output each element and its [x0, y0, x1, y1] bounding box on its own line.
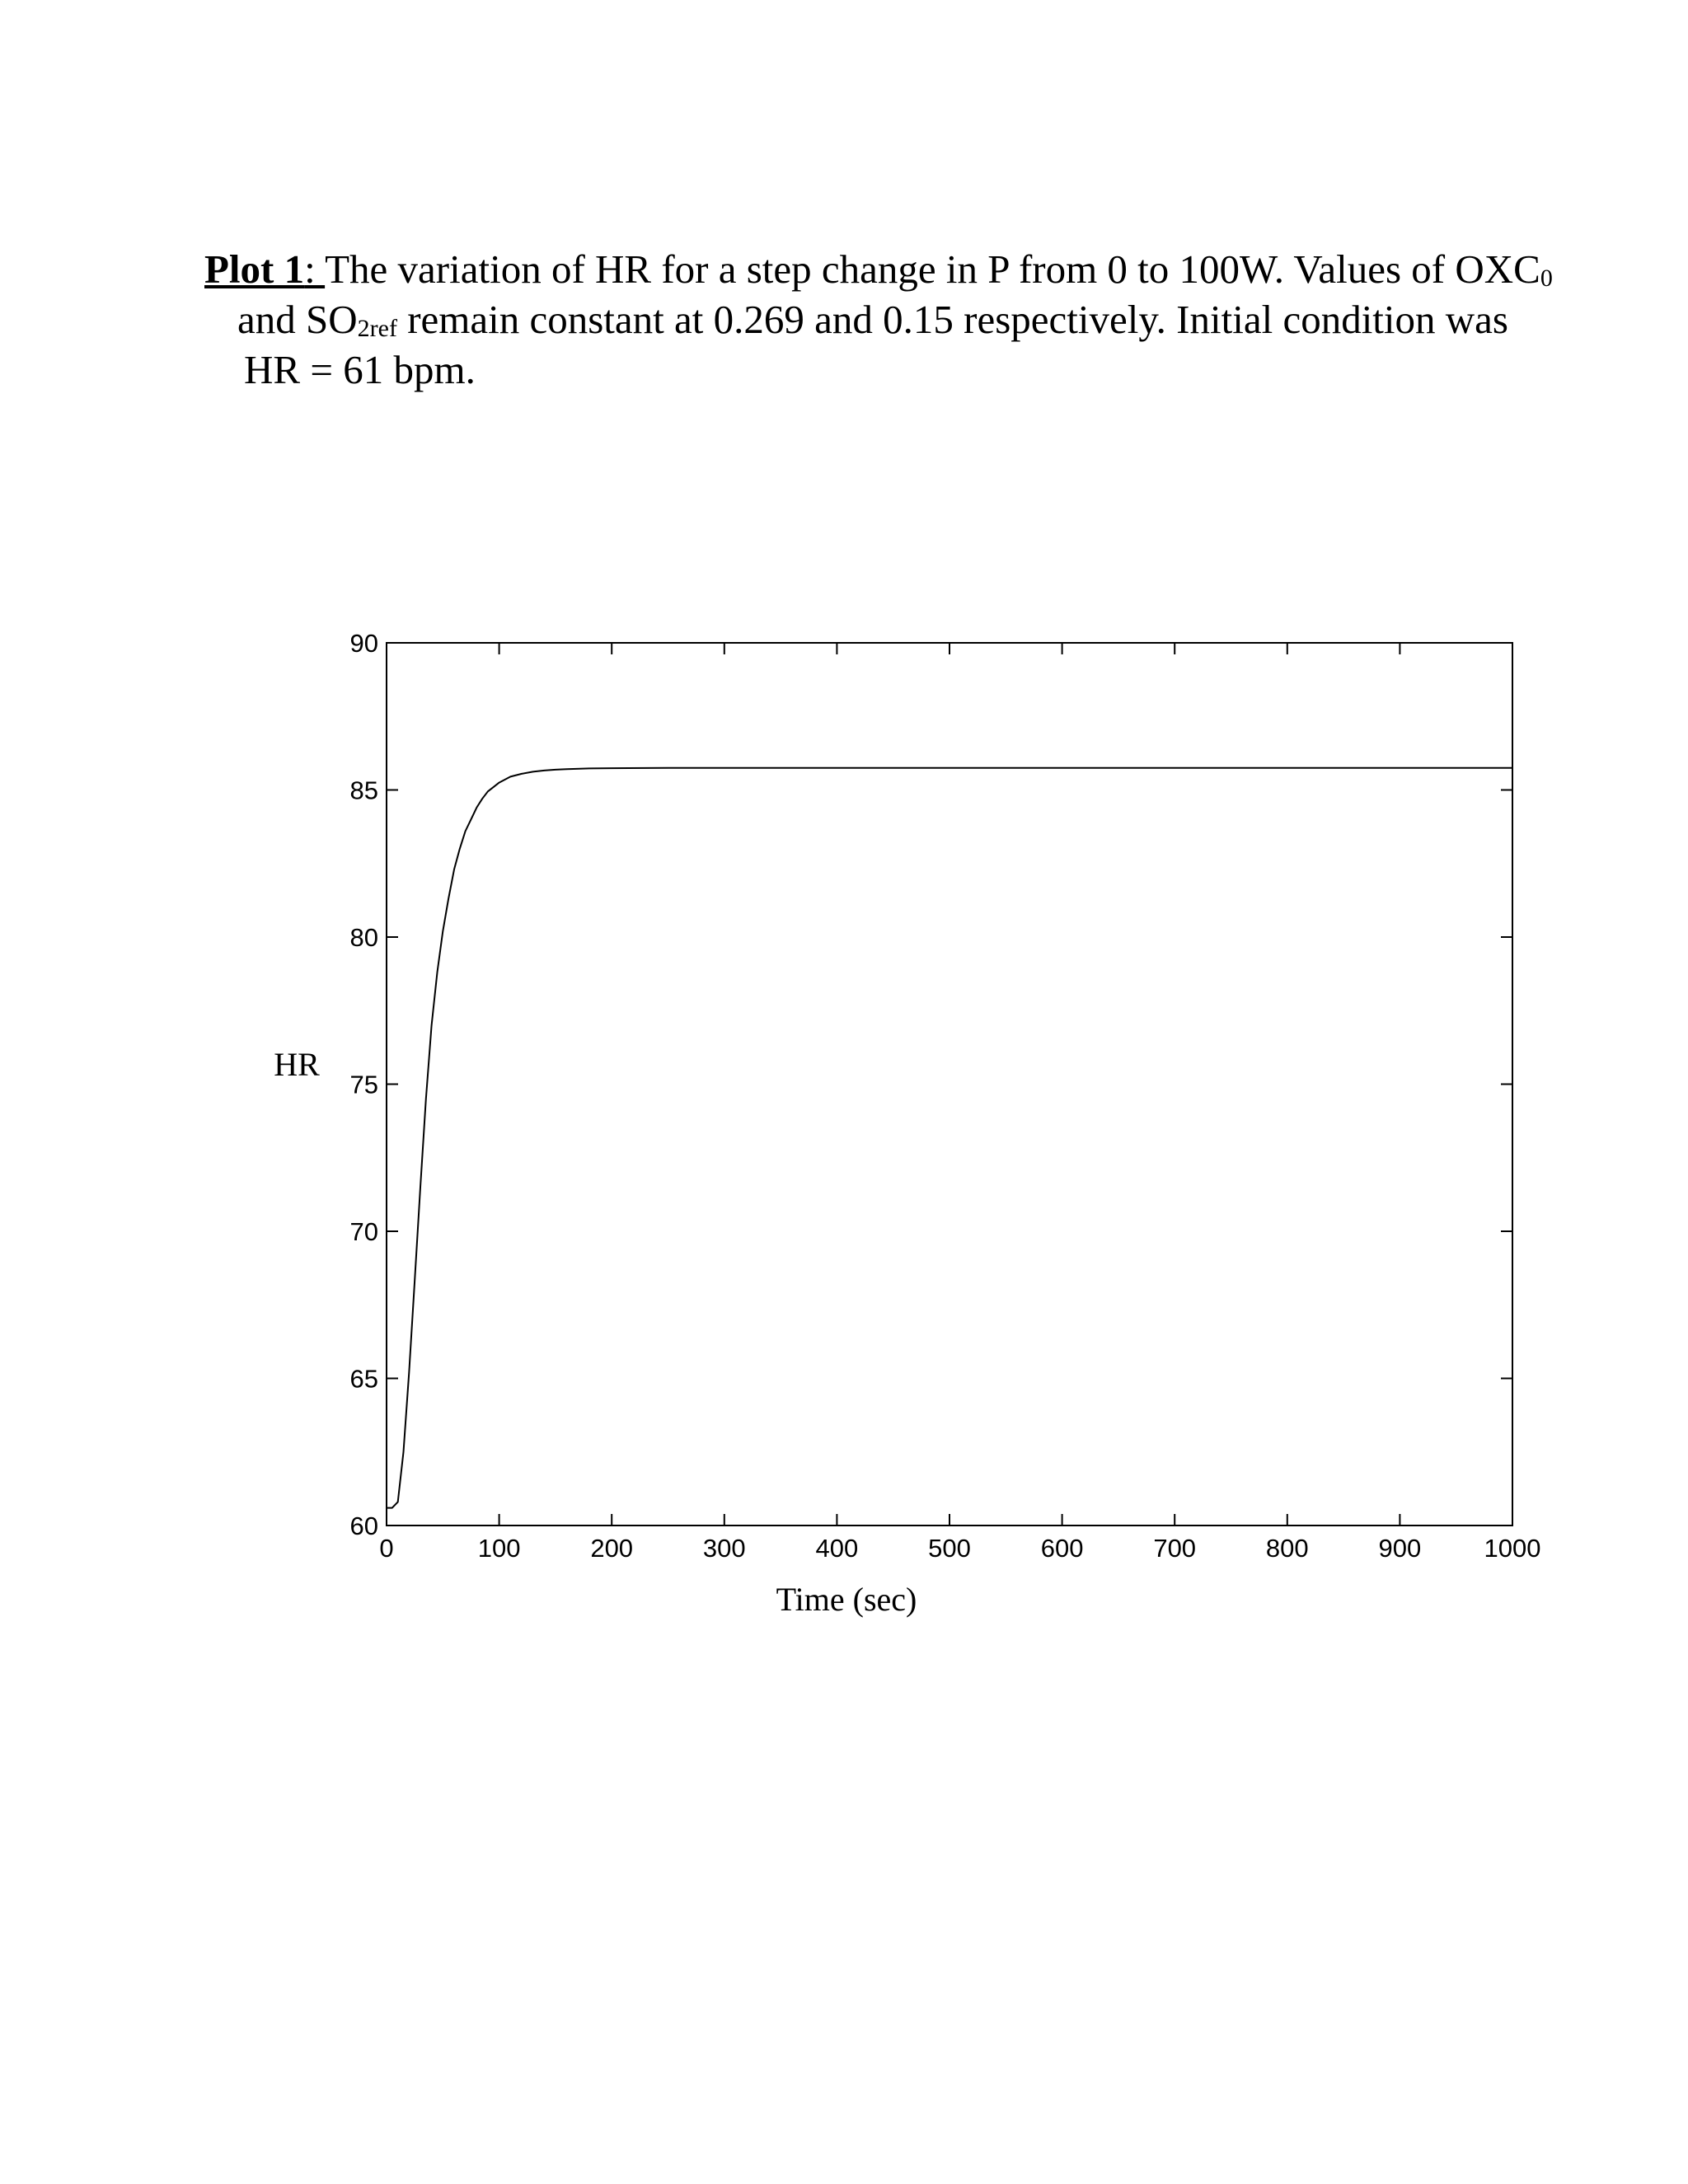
- y-tick-label: 90: [349, 629, 378, 658]
- y-tick-label: 80: [349, 923, 378, 952]
- y-tick-label: 85: [349, 776, 378, 805]
- x-tick-label: 500: [928, 1534, 971, 1563]
- x-tick-label: 0: [379, 1534, 394, 1563]
- caption-text-2b: remain constant at 0.269 and 0.15 respectively. Initial condition was: [396, 297, 1508, 342]
- caption-text-3: HR = 61 bpm.: [244, 347, 476, 392]
- caption-text-2a: and SO: [237, 297, 358, 342]
- caption-separator: :: [304, 246, 326, 292]
- x-tick-label: 600: [1040, 1534, 1084, 1563]
- y-tick-label: 60: [349, 1511, 378, 1540]
- x-tick-label: 400: [815, 1534, 859, 1563]
- x-axis-ticks: [379, 643, 1540, 1563]
- x-tick-label: 900: [1378, 1534, 1422, 1563]
- y-tick-label: 65: [349, 1364, 378, 1394]
- x-tick-label: 200: [590, 1534, 634, 1563]
- x-tick-label: 300: [702, 1534, 746, 1563]
- series-layer: [387, 768, 1512, 1508]
- y-axis-label: HR: [274, 1046, 320, 1083]
- caption-label: Plot 1: [204, 246, 305, 292]
- x-axis-label: Time (sec): [776, 1581, 917, 1618]
- x-tick-label: 100: [477, 1534, 521, 1563]
- hr-series-line: [387, 768, 1512, 1508]
- y-tick-label: 70: [349, 1217, 378, 1246]
- x-tick-label: 1000: [1484, 1534, 1541, 1563]
- caption-subscript-2: 2ref: [357, 315, 397, 342]
- plot-frame: [387, 643, 1512, 1526]
- caption-text-1: The variation of HR for a step change in P from 0 to 100W. Values of OXC: [325, 246, 1540, 292]
- caption-subscript-1: 0: [1540, 265, 1553, 292]
- y-tick-label: 75: [349, 1070, 378, 1099]
- y-axis-ticks: [350, 629, 1512, 1540]
- x-tick-label: 800: [1265, 1534, 1309, 1563]
- x-tick-label: 700: [1153, 1534, 1197, 1563]
